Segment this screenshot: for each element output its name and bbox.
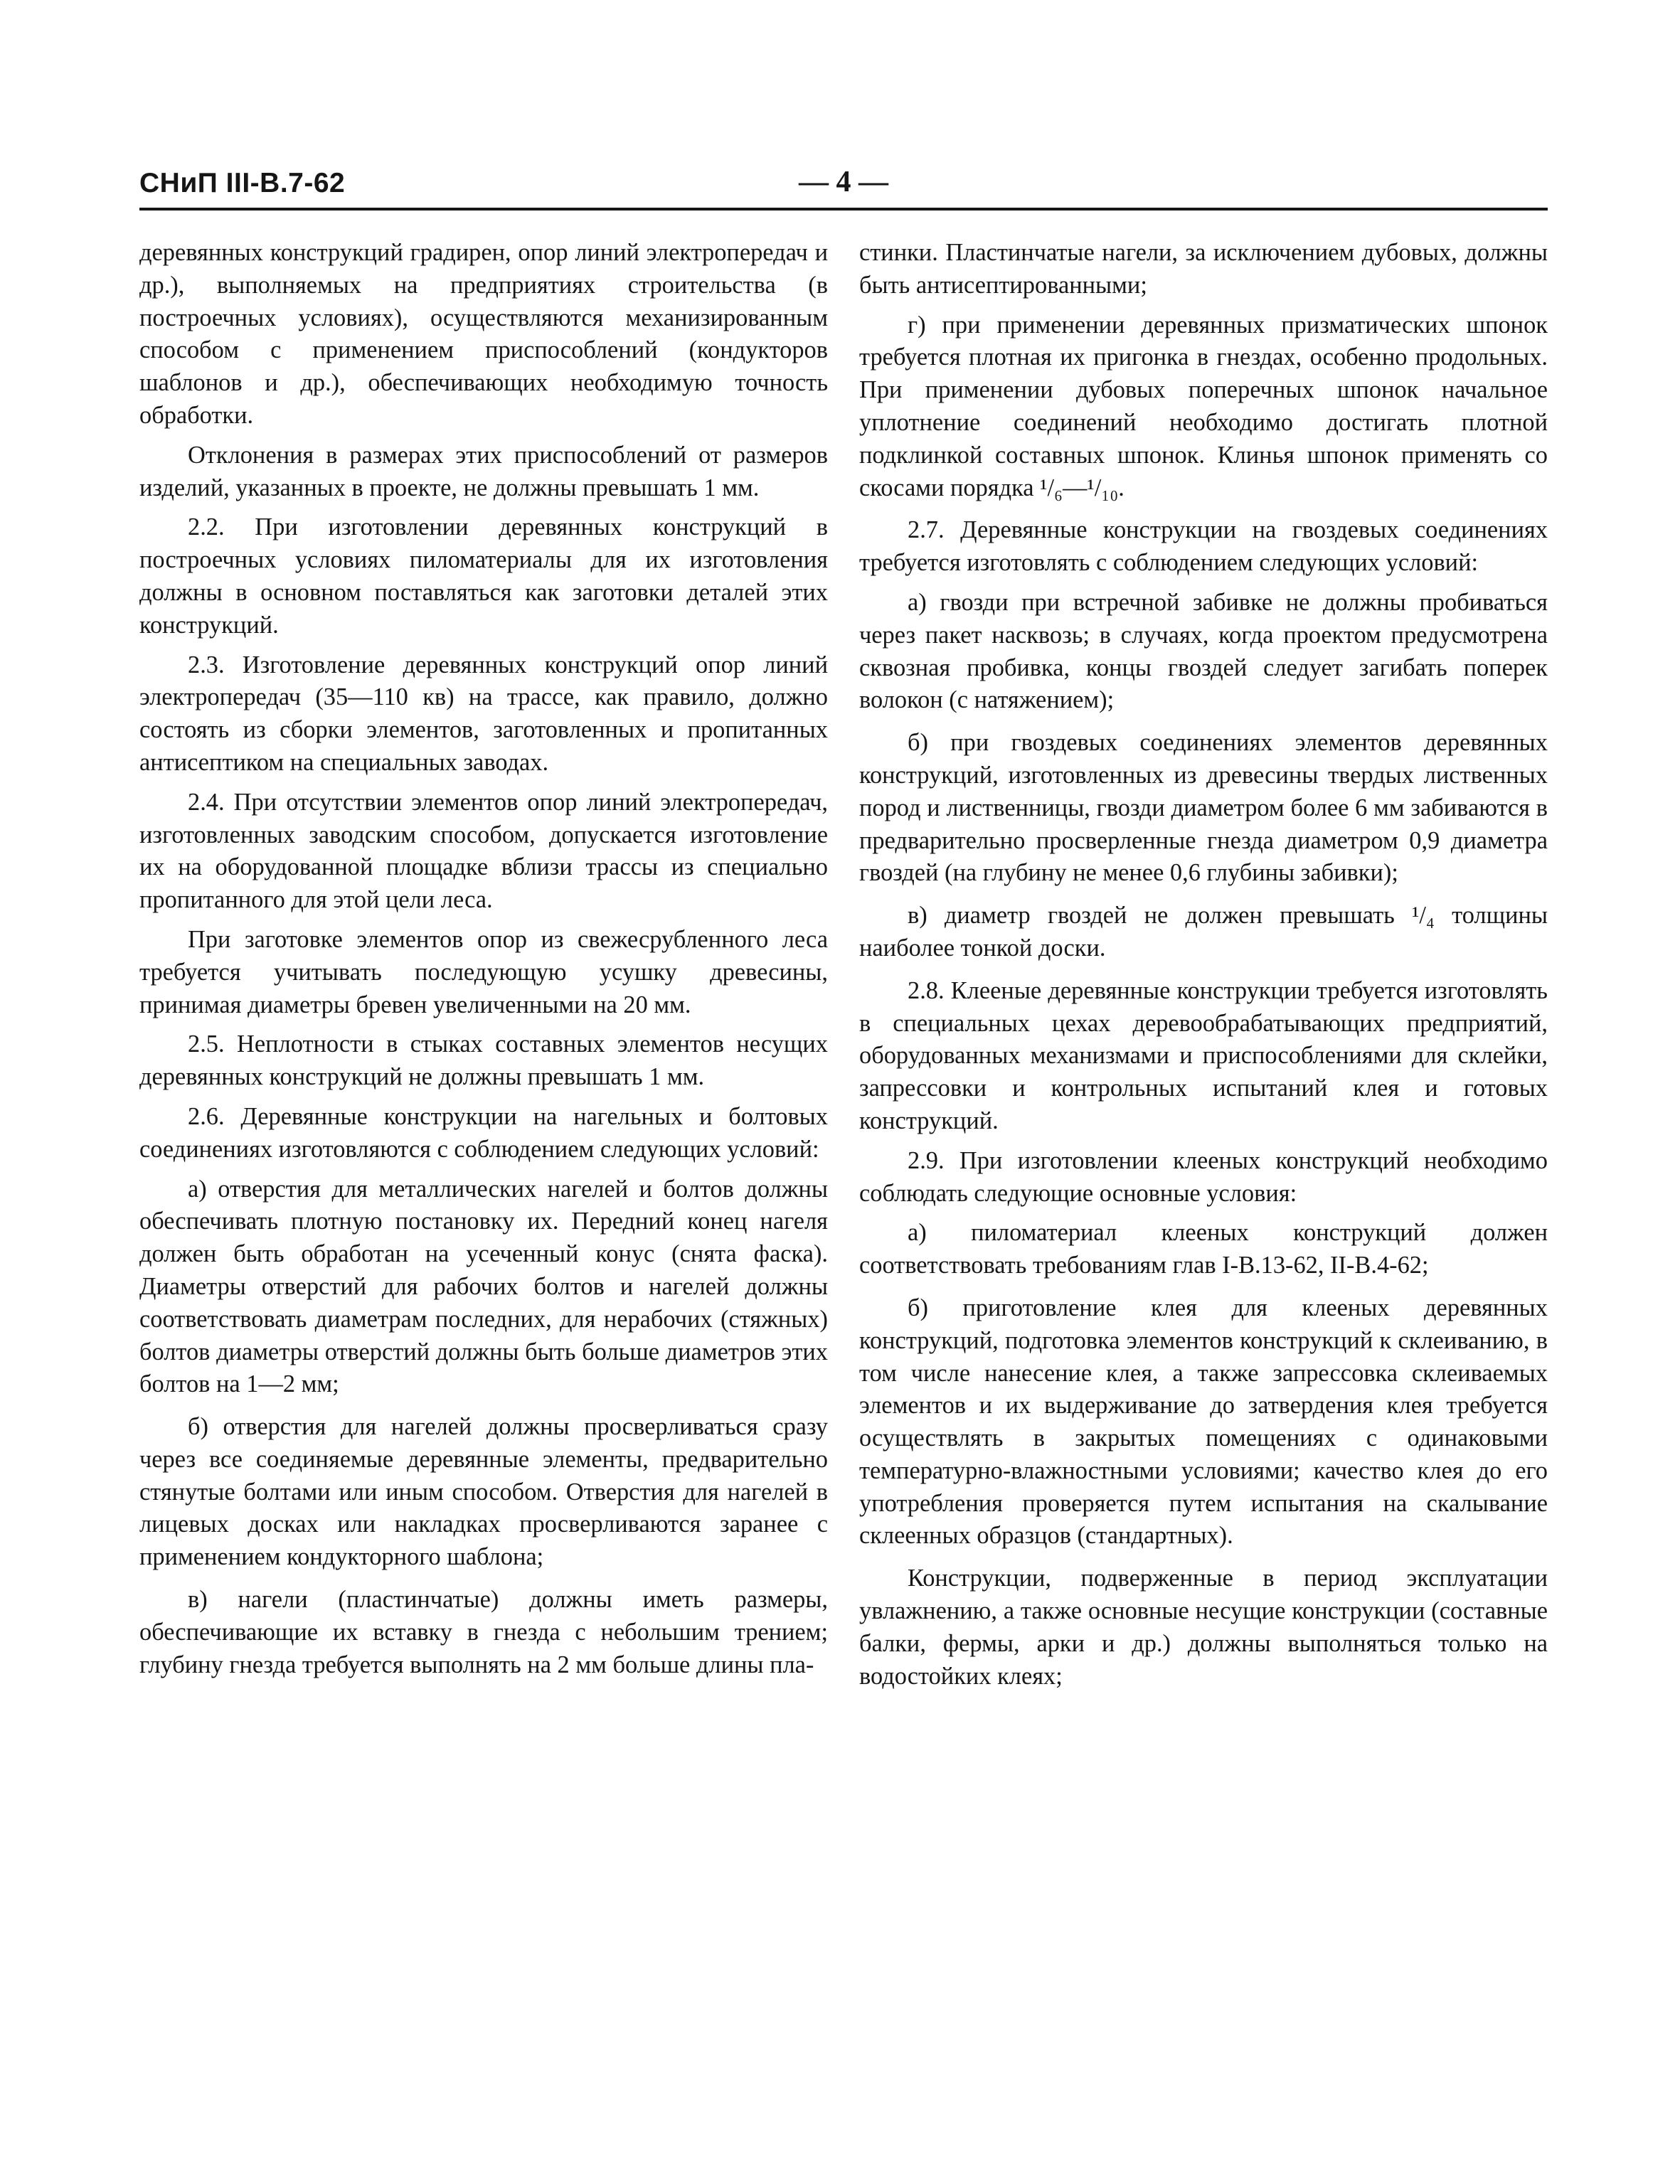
paragraph: 2.7. Деревянные конструкции на гвоздевых соединениях требуется изготовлять с соблюдением следующих условий: (859, 516, 1548, 577)
paragraph: 2.5. Неплотности в стыках составных элементов несущих деревянных конструкций не должны превышать 1 мм. (139, 1030, 828, 1091)
list-item: б) при гвоздевых соединениях элементов деревянных конструкций, изготовленных из древесины твердых лиственных пород и лиственницы, гвозди диаметром более 6 мм забиваются в предварительно просверленные гнезда диаметром 0,9 диаметра гвоздей (на глубину не менее 0,6 глубины забивки); (859, 729, 1548, 887)
list-item: в) нагели (пластинчатые) должны иметь размеры, обеспечивающие их вставку в гнезда с небольшим трением; глубину гнезда требуется выполнять на 2 мм больше длины пла- (139, 1586, 828, 1678)
paragraph: Отклонения в размерах этих приспособлений от размеров изделий, указанных в проекте, не должны превышать 1 мм. (139, 441, 828, 501)
paragraph: 2.4. При отсутствии элементов опор линий электропередач, изготовленных заводским способом, допускается изготовление их на оборудованной площадке вблизи трассы из специально пропитанного для этой цели леса. (139, 788, 828, 914)
list-item: а) пиломатериал клееных конструкций должен соответствовать требованиям глав I-В.13-62, II-В.4-62; (859, 1219, 1548, 1279)
paragraph: 2.6. Деревянные конструкции на нагельных и болтовых соединениях изготовляются с соблюдением следующих условий: (139, 1102, 828, 1163)
paragraph: При заготовке элементов опор из свежесрубленного леса требуется учитывать последующую усушку древесины, принимая диаметры бревен увеличенными на 20 мм. (139, 925, 828, 1018)
list-item: г) при применении деревянных призматических шпонок требуется плотная их пригонка в гнездах, особенно продольных. При применении дубовых поперечных шпонок начальное уплотнение соединений необходимо достигать плотной подклинкой составных шпонок. Клинья шпонок применять со скосами порядка ¹/₆—¹/₁₀. (859, 311, 1548, 501)
paragraph: 2.3. Изготовление деревянных конструкций опор линий электропередач (35—110 кв) на трассе, как правило, должно состоять из сборки элементов, заготовленных и пропитанных антисептиком на специальных заводах. (139, 651, 828, 776)
page-header (139, 161, 1548, 211)
paragraph: 2.8. Клееные деревянные конструкции требуется изготовлять в специальных цехах деревообрабатывающих предприятий, оборудованных механизмами и приспособлениями для склейки, запрессовки и контрольных испытаний клея и готовых конструкций. (859, 976, 1548, 1134)
paragraph: деревянных конструкций градирен, опор линий электропередач и др.), выполняемых на предприятиях строительства (в построечных условиях), осуществляются механизированным способом с применением приспособлений (кондукторов шаблонов и др.), обеспечивающих необходимую точность обработки. (139, 239, 828, 429)
list-item: а) гвозди при встречной забивке не должны пробиваться через пакет насквозь; в случаях, когда проектом предусмотрена сквозная пробивка, концы гвоздей следует загибать поперек волокон (с натяжением); (859, 588, 1548, 714)
header-rule (139, 208, 1548, 211)
list-item: б) приготовление клея для клееных деревянных конструкций, подготовка элементов конструкций к склеиванию, в том числе нанесение клея, а также запрессовка склеиваемых элементов и их выдерживание до затвердения клея требуется осуществлять в закрытых помещениях с одинаковыми температурно-влажностными условиями; качество клея до его употребления проверяется путем испытания на скалывание склеенных образцов (стандартных). (859, 1294, 1548, 1550)
page-number: — 4 — (799, 166, 888, 198)
paragraph: 2.9. При изготовлении клееных конструкций необходимо соблюдать следующие основные условия: (859, 1146, 1548, 1207)
list-item: в) диаметр гвоздей не должен превышать ¹/₄ толщины наиболее тонкой доски. (859, 902, 1548, 962)
paragraph: стинки. Пластинчатые нагели, за исключением дубовых, должны быть антисептированными; (859, 239, 1548, 299)
paragraph: Конструкции, подверженные в период эксплуатации увлажнению, а также основные несущие конструкции (составные балки, фермы, арки и др.) должны выполняться только на водостойких клеях; (859, 1565, 1548, 1690)
list-item: а) отверстия для металлических нагелей и болтов должны обеспечивать плотную постановку их. Передний конец нагеля должен быть обработан на усеченный конус (снята фаска). Диаметры отверстий для рабочих болтов и нагелей должны соответствовать диаметрам последних, для нерабочих (стяжных) болтов диаметры отверстий должны быть больше диаметров этих болтов на 1—2 мм; (139, 1175, 828, 1398)
paragraph: 2.2. При изготовлении деревянных конструкций в построечных условиях пиломатериалы для их изготовления должны в основном поставляться как заготовки деталей этих конструкций. (139, 513, 828, 639)
document-code: СНиП III-В.7-62 (139, 168, 346, 198)
left-column (139, 237, 828, 1681)
list-item: б) отверстия для нагелей должны просверливаться сразу через все соединяемые деревянные элементы, предварительно стянутые болтами или иным способом. Отверстия для нагелей в лицевых досках или накладках просверливаются заранее с применением кондукторного шаблона; (139, 1413, 828, 1571)
right-column (859, 237, 1548, 1693)
